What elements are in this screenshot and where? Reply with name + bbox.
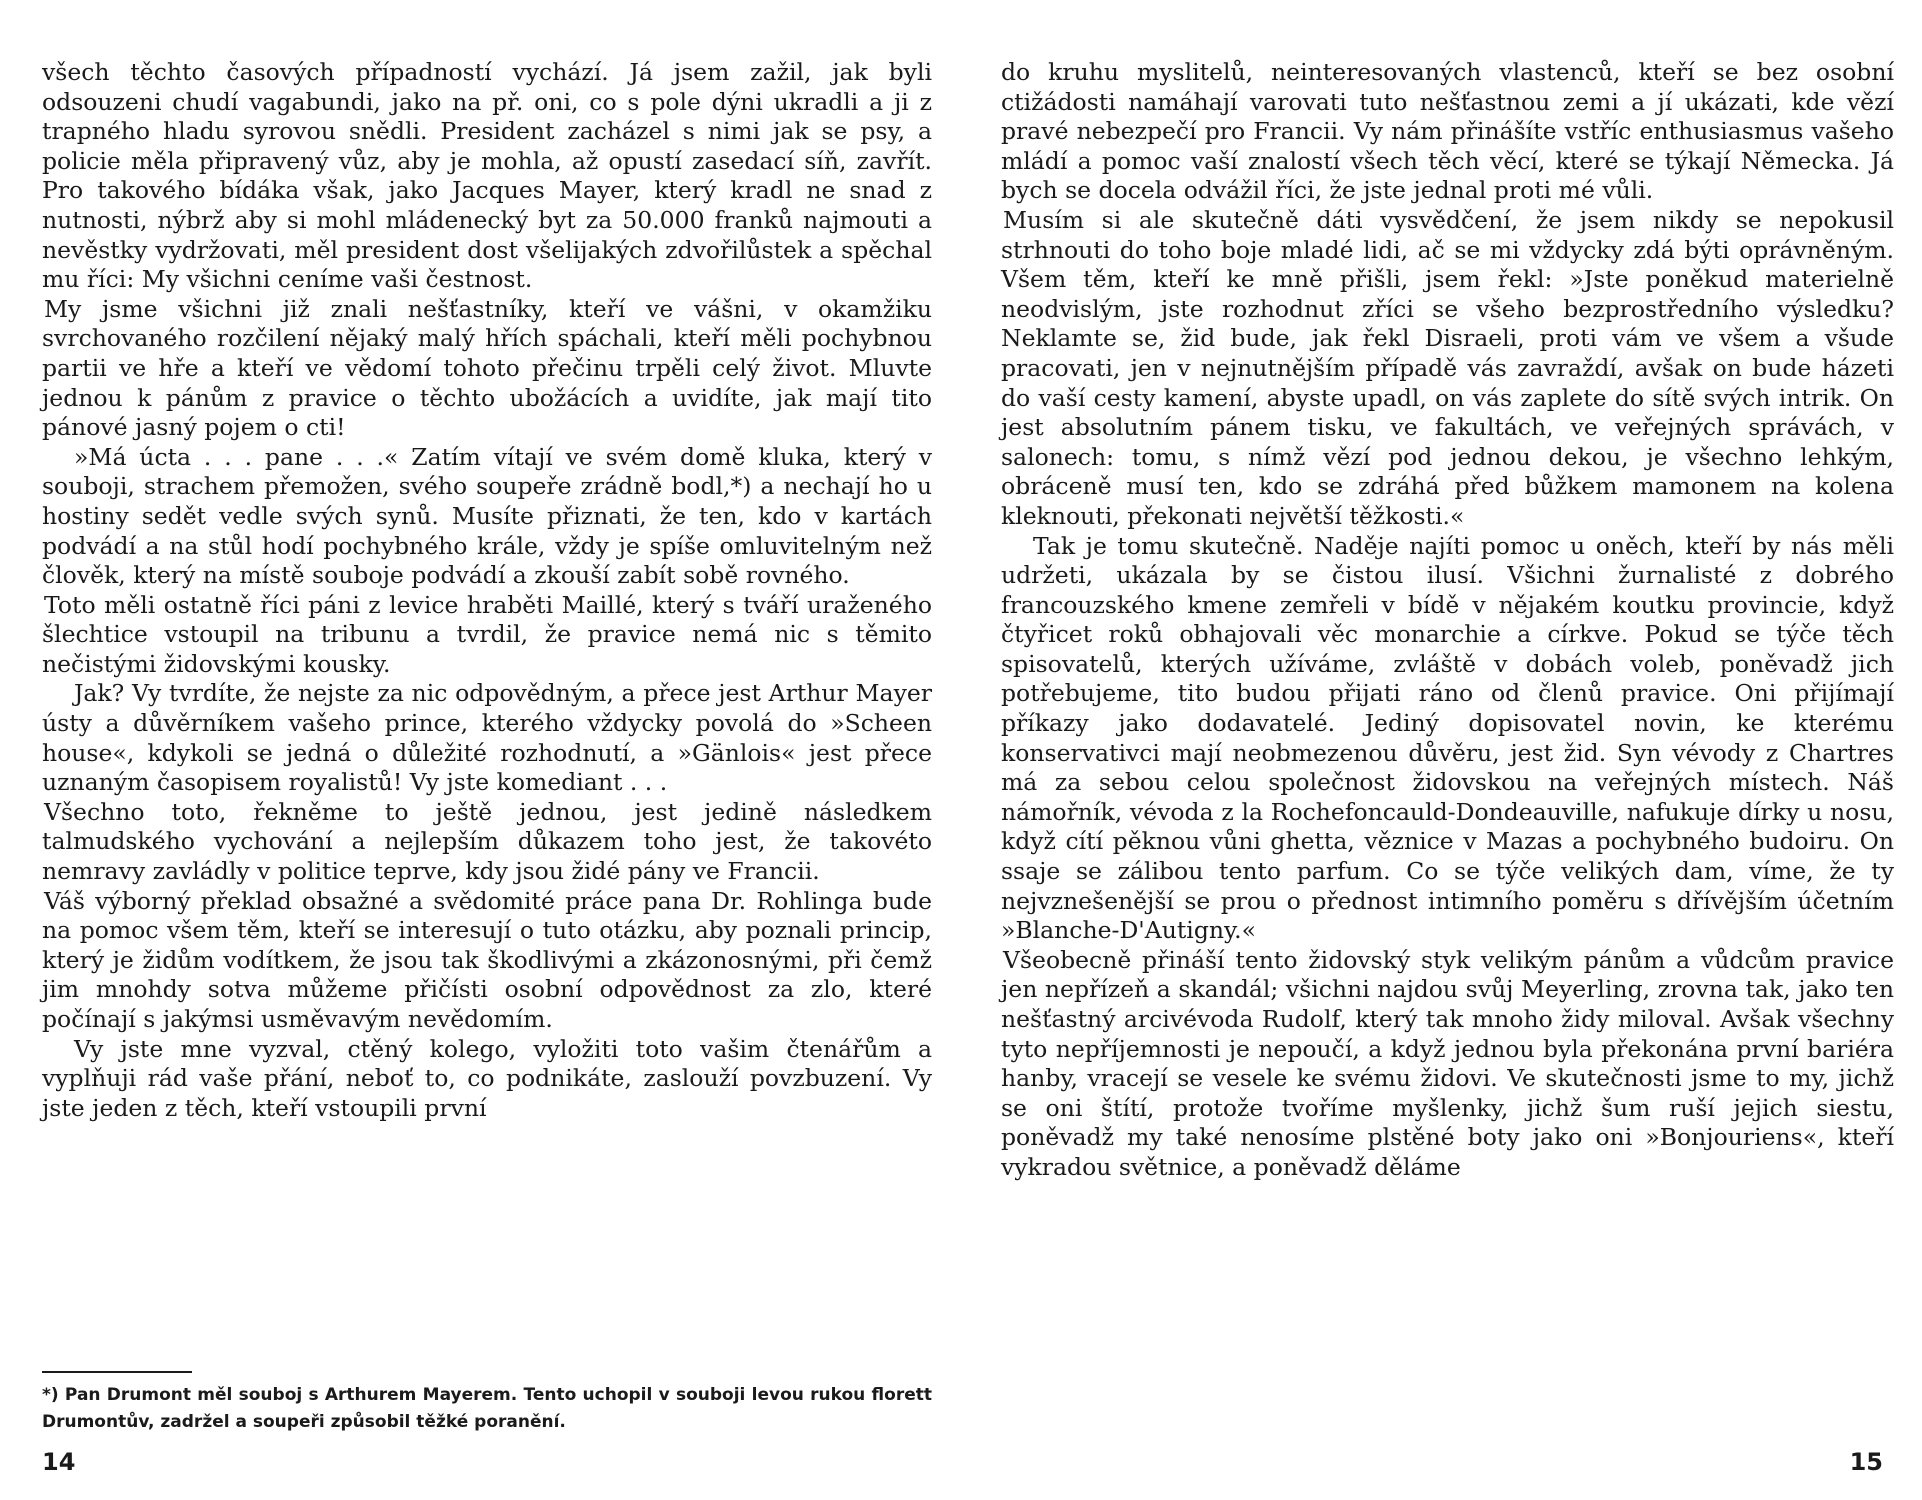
- left-text-column: [42, 58, 932, 1123]
- right-page: [961, 0, 1922, 1500]
- paragraph: Toto měli ostatně říci páni z levice hraběti Maillé, který s tváří uraženého šlechtice vstoupil na tribunu a tvrdil, že pravice nemá nic s těmito nečistými židovskými kousky.: [42, 590, 932, 678]
- paragraph: do kruhu myslitelů, neinteresovaných vlastenců, kteří se bez osobní ctižádosti namáhají varovati tuto nešťastnou zemi a jí ukázati, kde vězí pravé nebezpečí pro Francii. Vy nám přinášíte vstříc enthusiasmus vašeho mládí a pomoc vaší znalostí všech těch věcí, které se týkají Německa. Já bych se docela odvážil říci, že jste jednal proti mé vůli.: [1001, 58, 1894, 205]
- paragraph: Váš výborný překlad obsažné a svědomité práce pana Dr. Rohlinga bude na pomoc všem těm, kteří se interesují o tuto otázku, aby poznali princip, který je židům vodítkem, že jsou tak škodlivými a zkázonosnými, při čemž jim mnohdy sotva můžeme přičísti osobní odpovědnost za zlo, které počínají s jakýmsi usměvavým nevědomím.: [42, 886, 932, 1033]
- footnote-divider: [42, 1371, 192, 1373]
- paragraph: Všechno toto, řekněme to ještě jednou, jest jedině následkem talmudského vychování a nejlepším důkazem toho jest, že takovéto nemravy zavládly v politice teprve, kdy jsou židé pány ve Francii.: [42, 797, 932, 886]
- paragraph: všech těchto časových případností vychází. Já jsem zažil, jak byli odsouzeni chudí vagabundi, jako na př. oni, co s pole dýni ukradli a ji z trapného hladu syrovou snědli. President zacházel s nimi jak se psy, a policie měla připravený vůz, aby je mohla, až opustí zasedací síň, zavřít. Pro takového bídáka však, jako Jacques Mayer, který kradl ne snad z nutnosti, nýbrž aby si mohl mládenecký byt za 50.000 franků najmouti a nevěstky vydržovati, měl president dost všelijakých zdvořilůstek a spěchal mu říci: My všichni ceníme vaši čestnost.: [42, 58, 932, 294]
- paragraph: Vy jste mne vyzval, ctěný kolego, vyložiti toto vašim čtenářům a vyplňuji rád vaše přání, neboť to, co podnikáte, zaslouží povzbuzení. Vy jste jeden z těch, kteří vstoupili první: [42, 1034, 932, 1122]
- page-number: 14: [42, 1448, 76, 1476]
- paragraph: My jsme všichni již znali nešťastníky, kteří ve vášni, v okamžiku svrchovaného rozčilení nějaký malý hřích spáchali, kteří měli pochybnou partii ve hře a kteří ve vědomí tohoto přečinu trpěli celý život. Mluvte jednou k pánům z pravice o těchto ubožácích a uvidíte, jak mají tito pánové jasný pojem o cti!: [42, 294, 932, 442]
- footnote: *) Pan Drumont měl souboj s Arthurem Mayerem. Tento uchopil v souboji levou rukou florett Drumontův, zadržel a soupeři způsobil těžké poranění.: [42, 1385, 932, 1432]
- right-text-column: [1001, 58, 1894, 1183]
- page-number: 15: [1849, 1448, 1883, 1476]
- paragraph: Jak? Vy tvrdíte, že nejste za nic odpovědným, a přece jest Arthur Mayer ústy a důvěrníkem vašeho prince, kterého vždycky povolá do »Scheen house«, kdykoli se jedná o důležité rozhodnutí, a »Gänlois« jest přece uznaným časopisem royalistů! Vy jste komediant . . .: [42, 679, 932, 797]
- paragraph: Musím si ale skutečně dáti vysvědčení, že jsem nikdy se nepokusil strhnouti do toho boje mladé lidi, ač se mi vždycky zdá býti oprávněným. Všem těm, kteří ke mně přišli, jsem řekl: »Jste poněkud materielně neodvislým, jste rozhodnut zříci se všeho bezprostředního výsledku? Neklamte se, žid bude, jak řekl Disraeli, proti vám ve všem a všude pracovati, jen v nejnutnějším případě vás zavraždí, avšak on bude házeti do vaší cesty kamení, abyste upadl, on vás zaplete do sítě svých intrik. On jest absolutním pánem tisku, ve fakultách, ve veřejných správách, v salonech: tomu, s nímž vězí pod jednou dekou, je všechno lehkým, obráceně musí ten, kdo se zdráhá před bůžkem mamonem na kolena kleknouti, překonati největší těžkosti.«: [1001, 205, 1894, 530]
- paragraph: Tak je tomu skutečně. Naděje najíti pomoc u oněch, kteří by nás měli udržeti, ukázala by se čistou ilusí. Všichni žurnalisté z dobrého francouzského kmene zemřeli v bídě v nějakém koutku provincie, když čtyřicet roků obhajovali věc monarchie a církve. Pokud se týče těch spisovatelů, kterých užíváme, zvláště v dobách voleb, poněvadž jich potřebujeme, tito budou přijati ráno od členů pravice. Oni přijímají příkazy jako dodavatelé. Jediný dopisovatel novin, ke kterému konservativci mají neobmezenou důvěru, jest žid. Syn vévody z Chartres má za sebou celou společnost židovskou na veřejných místech. Náš námořník, vévoda z la Rochefoncauld-Dondeauville, nafukuje dírky u nosu, když cítí pěknou vůni ghetta, věznice v Mazas a pochybného budoiru. On ssaje se zálibou tento parfum. Co se týče velikých dam, víme, že ty nejvznešenější se prou o přednost intimního poměru s dřívějším účetním »Blanche-D'Autigny.«: [1001, 531, 1894, 945]
- paragraph: »Má úcta . . . pane . . .« Zatím vítají ve svém domě kluka, který v souboji, strachem přemožen, svého soupeře zrádně bodl,*) a nechají ho u hostiny sedět vedle svých synů. Musíte přiznati, že ten, kdo v kartách podvádí a na stůl hodí pochybného krále, vždy je spíše omluvitelným než člověk, který na místě souboje podvádí a zkouší zabít sobě rovného.: [42, 442, 932, 590]
- paragraph: Všeobecně přináší tento židovský styk velikým pánům a vůdcům pravice jen nepřízeň a skandál; všichni najdou svůj Meyerling, zrovna tak, jako ten nešťastný arcivévoda Rudolf, který tak mnoho židy miloval. Avšak všechny tyto nepříjemnosti je nepoučí, a když jednou byla překonána první bariéra hanby, vracejí se vesele ke svému židovi. Ve skutečnosti jsme to my, jichž se oni štítí, protože tvoříme myšlenky, jichž šum ruší jejich siestu, poněvadž my také nenosíme plstěné boty jako oni »Bonjouriens«, kteří vykradou světnice, a poněvadž děláme: [1001, 945, 1894, 1181]
